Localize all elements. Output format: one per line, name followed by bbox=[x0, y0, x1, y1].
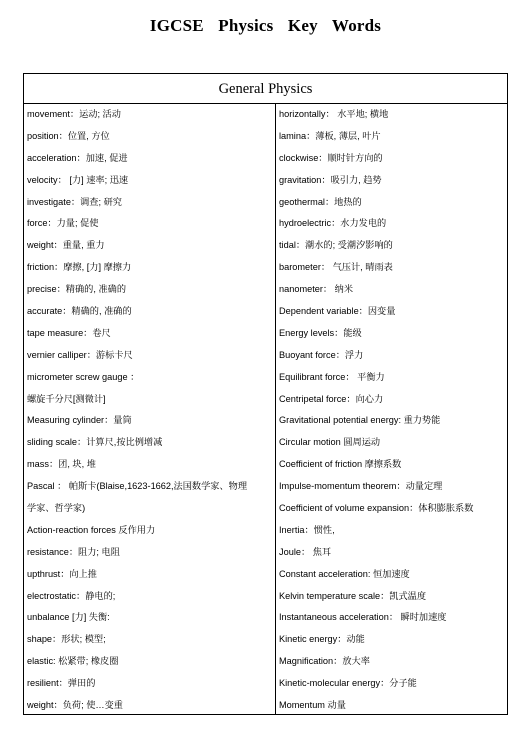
key-words-table bbox=[23, 73, 508, 715]
left-term-row: resistance：阻力; 电阻 bbox=[27, 546, 120, 557]
right-term-row: nanometer： 纳米 bbox=[279, 284, 354, 295]
left-term-row: friction：摩擦, [力] 摩擦力 bbox=[27, 262, 132, 273]
left-term-row: tape measure：卷尺 bbox=[27, 327, 111, 338]
right-term-row: geothermal：地热的 bbox=[279, 196, 362, 207]
right-term-row: Instantaneous acceleration： 瞬时加速度 bbox=[279, 612, 447, 623]
left-term-row: electrostatic：静电的; bbox=[27, 590, 116, 601]
right-term-row: Kinetic-molecular energy：分子能 bbox=[279, 678, 417, 689]
left-term-row: force：力量; 促使 bbox=[27, 218, 99, 229]
right-term-row: barometer： 气压计, 晴雨表 bbox=[279, 262, 393, 273]
right-term-row: Buoyant force：浮力 bbox=[279, 349, 364, 360]
right-term-row: Circular motion 圆周运动 bbox=[279, 437, 381, 448]
left-term-row: shape：形状; 模型; bbox=[27, 634, 106, 645]
right-term-row: Momentum 动量 bbox=[279, 700, 346, 711]
right-term-row: horizontally： 水平地; 横地 bbox=[279, 109, 389, 119]
right-term-row: Constant acceleration: 恒加速度 bbox=[279, 568, 410, 579]
left-term-row: 学家、哲学家) bbox=[27, 503, 86, 514]
left-term-row: upthrust：向上推 bbox=[27, 568, 97, 579]
page-title: IGCSE Physics Key Words bbox=[149, 16, 382, 35]
right-term-row: tidal：潮水的; 受潮汐影响的 bbox=[279, 240, 393, 251]
left-term-row: weight：重量, 重力 bbox=[27, 240, 105, 251]
right-term-row: Coefficient of volume expansion：体积膨胀系数 bbox=[279, 503, 474, 514]
right-term-row: lamina：薄板, 薄层, 叶片 bbox=[279, 130, 381, 141]
left-term-row: movement：运动; 活动 bbox=[27, 109, 121, 119]
left-term-row: vernier calliper：游标卡尺 bbox=[27, 349, 133, 360]
right-term-row: Energy levels：能级 bbox=[279, 327, 362, 338]
left-column bbox=[24, 104, 276, 714]
section-heading: General Physics bbox=[24, 74, 507, 104]
right-term-row: Kelvin temperature scale：凯式温度 bbox=[279, 590, 427, 601]
left-term-row: Measuring cylinder：量筒 bbox=[27, 415, 132, 426]
left-term-row: micrometer screw gauge ： bbox=[27, 371, 140, 382]
right-term-row: gravitation：吸引力, 趋势 bbox=[279, 174, 382, 185]
left-term-row: sliding scale：计算尺,按比例增减 bbox=[27, 437, 163, 448]
left-term-row: elastic: 松紧带; 橡皮圈 bbox=[27, 656, 119, 667]
left-term-row: investigate：调查; 研究 bbox=[27, 196, 122, 207]
left-term-row: Action-reaction forces 反作用力 bbox=[27, 524, 156, 535]
right-column bbox=[276, 104, 507, 714]
right-term-row: Centripetal force：向心力 bbox=[279, 393, 384, 404]
right-term-row: Kinetic energy：动能 bbox=[279, 634, 365, 645]
left-term-row: Pascal ： 帕斯卡(Blaise,1623-1662,法国数学家、物理 bbox=[27, 481, 248, 492]
right-term-row: Joule： 焦耳 bbox=[279, 546, 332, 557]
right-term-row: Magnification：放大率 bbox=[279, 656, 370, 667]
right-term-row: clockwise：顺时针方向的 bbox=[279, 152, 383, 163]
right-term-row: Dependent variable：因变量 bbox=[279, 306, 396, 317]
left-term-row: 螺旋千分尺[测微计] bbox=[27, 393, 106, 404]
left-term-row: mass：团, 块, 堆 bbox=[27, 459, 96, 470]
right-term-row: Inertia：惯性, bbox=[279, 524, 335, 535]
left-term-row: resilient：弹田的 bbox=[27, 678, 96, 689]
right-term-row: Impulse-momentum theorem：动量定理 bbox=[279, 481, 443, 492]
left-term-row: precise：精确的, 准确的 bbox=[27, 284, 127, 295]
left-term-row: weight：负荷; 使…变重 bbox=[27, 700, 123, 711]
right-term-row: Coefficient of friction 摩擦系数 bbox=[279, 459, 402, 470]
left-term-row: accurate：精确的, 准确的 bbox=[27, 306, 132, 317]
left-term-row: unbalance [力] 失衡: bbox=[27, 612, 110, 623]
left-term-row: velocity： [力] 速率; 迅速 bbox=[27, 174, 129, 185]
left-term-row: position：位置, 方位 bbox=[27, 130, 110, 141]
right-term-row: Equilibrant force： 平衡力 bbox=[279, 371, 385, 382]
right-term-row: hydroelectric：水力发电的 bbox=[279, 218, 387, 229]
left-term-row: acceleration：加速, 促进 bbox=[27, 152, 128, 163]
right-term-row: Gravitational potential energy: 重力势能 bbox=[279, 415, 441, 426]
